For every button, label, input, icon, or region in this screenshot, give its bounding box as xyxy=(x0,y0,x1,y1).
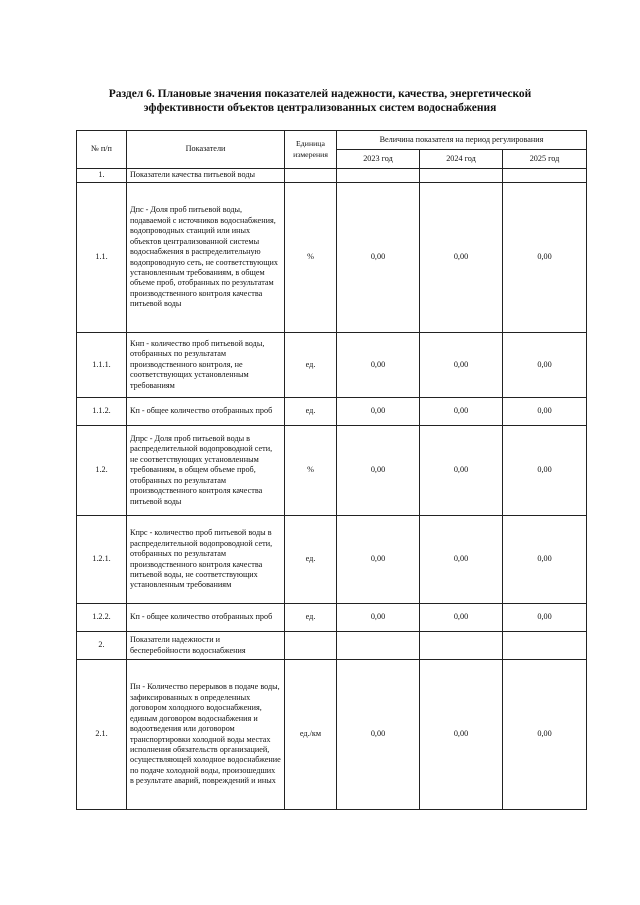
row-unit: ед./км xyxy=(285,660,337,810)
row-value-2023: 0,00 xyxy=(337,604,420,632)
row-value-2023 xyxy=(337,632,420,660)
row-desc: Дпс - Доля проб питьевой воды, подаваемой с источников водоснабжения, водопроводных станций или иных объектов централизованной системы водоснабжения в распределительную водопроводную сеть, не соответствующих установленным требованиям, в общем объеме проб, отобранных по результатам производственного контроля качества питьевой воды xyxy=(127,183,285,333)
table-row xyxy=(77,333,587,398)
row-desc: Показатели качества питьевой воды xyxy=(127,169,285,183)
row-unit xyxy=(285,632,337,660)
row-value-2025: 0,00 xyxy=(503,333,587,398)
row-unit: ед. xyxy=(285,516,337,604)
row-desc: Пн - Количество перерывов в подаче воды, зафиксированных в определенных договором холодного водоснабжения, единым договором водоснабжения и водоотведения или договором транспортировки холодной воды местах исполнения обязательств организацией, осуществляющей холодное водоснабжение по подаче холодной воды, произошедших в результате аварий, повреждений и иных xyxy=(127,660,285,810)
row-value-2024: 0,00 xyxy=(420,398,503,426)
row-num: 1. xyxy=(77,169,127,183)
row-unit xyxy=(285,169,337,183)
row-desc: Показатели надежности и бесперебойности водоснабжения xyxy=(127,632,285,660)
row-desc: Кп - общее количество отобранных проб xyxy=(127,398,285,426)
indicators-table xyxy=(76,130,587,810)
table-row xyxy=(77,604,587,632)
row-value-2023: 0,00 xyxy=(337,398,420,426)
header-indicator: Показатели xyxy=(127,131,285,169)
header-year-2023: 2023 год xyxy=(337,150,420,169)
row-desc: Кпрс - количество проб питьевой воды в распределительной водопроводной сети, отобранных по результатам производственного контроля качества питьевой воды, не соответствующих установленным требованиям xyxy=(127,516,285,604)
header-year-2025: 2025 год xyxy=(503,150,587,169)
row-num: 1.1.1. xyxy=(77,333,127,398)
row-value-2025 xyxy=(503,632,587,660)
row-value-2023: 0,00 xyxy=(337,426,420,516)
table-row xyxy=(77,516,587,604)
row-num: 1.2.2. xyxy=(77,604,127,632)
section-title-line-1: Раздел 6. Плановые значения показателей надежности, качества, энергетической xyxy=(108,88,532,100)
row-value-2025: 0,00 xyxy=(503,183,587,333)
row-value-2024: 0,00 xyxy=(420,516,503,604)
row-desc: Дпрс - Доля проб питьевой воды в распределительной водопроводной сети, не соответствующих установленным требованиям, в общем объеме проб, отобранных по результатам производственного контроля качества питьевой воды xyxy=(127,426,285,516)
row-value-2025: 0,00 xyxy=(503,660,587,810)
row-value-2024: 0,00 xyxy=(420,183,503,333)
row-value-2023: 0,00 xyxy=(337,183,420,333)
row-value-2023: 0,00 xyxy=(337,660,420,810)
table-row xyxy=(77,632,587,660)
header-period: Величина показателя на период регулирования xyxy=(337,131,587,150)
row-unit: ед. xyxy=(285,604,337,632)
row-num: 1.1. xyxy=(77,183,127,333)
header-unit: Единица измерения xyxy=(285,131,337,169)
table-row xyxy=(77,169,587,183)
row-desc: Кп - общее количество отобранных проб xyxy=(127,604,285,632)
row-value-2024: 0,00 xyxy=(420,333,503,398)
row-num: 2.1. xyxy=(77,660,127,810)
row-unit: ед. xyxy=(285,398,337,426)
section-title-line-2: эффективности объектов централизованных систем водоснабжения xyxy=(143,102,497,114)
row-desc: Кнп - количество проб питьевой воды, отобранных по результатам производственного контроля, не соответствующих установленным требованиям xyxy=(127,333,285,398)
row-value-2024 xyxy=(420,169,503,183)
row-value-2024: 0,00 xyxy=(420,604,503,632)
table-row xyxy=(77,660,587,810)
row-num: 2. xyxy=(77,632,127,660)
row-value-2025: 0,00 xyxy=(503,604,587,632)
table-row xyxy=(77,398,587,426)
section-title xyxy=(0,87,640,115)
row-value-2025: 0,00 xyxy=(503,398,587,426)
table-row xyxy=(77,426,587,516)
header-num: № п/п xyxy=(77,131,127,169)
row-num: 1.1.2. xyxy=(77,398,127,426)
row-value-2024: 0,00 xyxy=(420,660,503,810)
row-value-2023 xyxy=(337,169,420,183)
row-num: 1.2.1. xyxy=(77,516,127,604)
row-value-2025: 0,00 xyxy=(503,516,587,604)
row-unit: ед. xyxy=(285,333,337,398)
row-value-2024: 0,00 xyxy=(420,426,503,516)
row-unit: % xyxy=(285,183,337,333)
row-value-2023: 0,00 xyxy=(337,333,420,398)
row-unit: % xyxy=(285,426,337,516)
row-value-2025 xyxy=(503,169,587,183)
row-num: 1.2. xyxy=(77,426,127,516)
header-year-2024: 2024 год xyxy=(420,150,503,169)
row-value-2023: 0,00 xyxy=(337,516,420,604)
row-value-2024 xyxy=(420,632,503,660)
table-row xyxy=(77,183,587,333)
row-value-2025: 0,00 xyxy=(503,426,587,516)
